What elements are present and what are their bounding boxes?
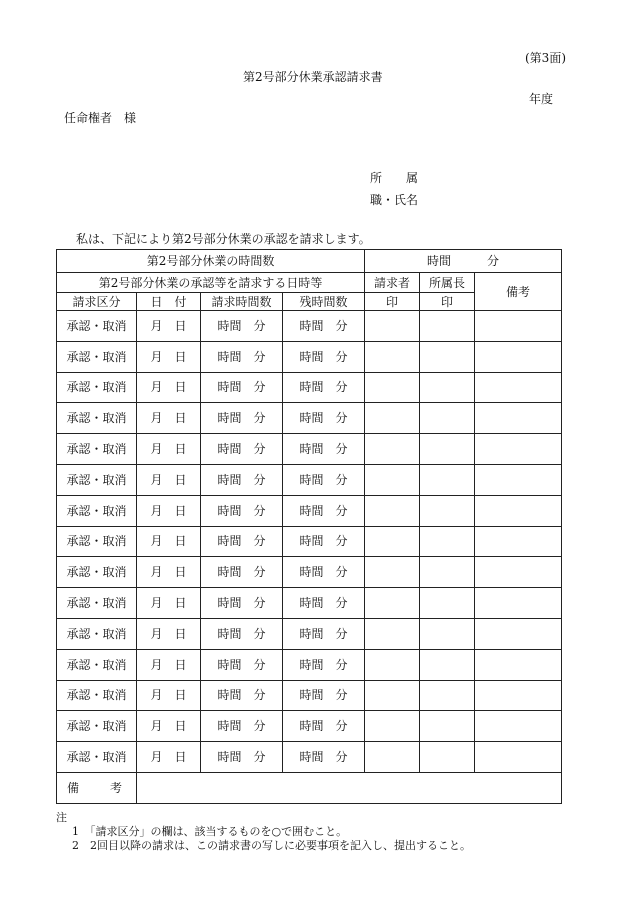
date-cell[interactable]: 月 日 xyxy=(137,711,201,742)
remarks-cell[interactable] xyxy=(475,649,562,680)
affiliation-label: 所 属 xyxy=(370,171,419,185)
director-seal-cell[interactable] xyxy=(420,495,475,526)
director-seal-cell[interactable] xyxy=(420,372,475,403)
remarks-cell[interactable] xyxy=(475,434,562,465)
table-row xyxy=(57,372,562,403)
remaining-hours-cell[interactable]: 時間 分 xyxy=(283,311,365,342)
remarks-cell[interactable] xyxy=(475,372,562,403)
addressee: 任命権者 様 xyxy=(64,111,137,125)
date-cell[interactable]: 月 日 xyxy=(137,495,201,526)
requested-hours-cell[interactable]: 時間 分 xyxy=(201,434,283,465)
requester-seal-cell[interactable] xyxy=(365,495,420,526)
requester-seal-cell[interactable] xyxy=(365,557,420,588)
document-title: 第2号部分休業承認請求書 xyxy=(243,70,383,84)
note-item: 2 2回目以降の請求は、この請求書の写しに必要事項を記入し、提出すること。 xyxy=(72,839,471,852)
requested-hours-cell[interactable]: 時間 分 xyxy=(201,341,283,372)
remarks-cell[interactable] xyxy=(475,742,562,773)
requested-hours-cell[interactable]: 時間 分 xyxy=(201,588,283,619)
date-cell[interactable]: 月 日 xyxy=(137,403,201,434)
remarks-cell[interactable] xyxy=(475,495,562,526)
request-category-cell[interactable]: 承認・取消 xyxy=(57,680,137,711)
page-number: (第3面) xyxy=(525,51,566,65)
note-item: 1 「請求区分」の欄は、該当するものを○で囲むこと。 xyxy=(72,825,348,838)
date-cell[interactable]: 月 日 xyxy=(137,311,201,342)
table-row xyxy=(57,742,562,773)
request-category-cell[interactable]: 承認・取消 xyxy=(57,495,137,526)
requested-hours-cell[interactable]: 時間 分 xyxy=(201,495,283,526)
requester-seal-cell[interactable] xyxy=(365,618,420,649)
requester-seal-cell[interactable] xyxy=(365,403,420,434)
remarks-cell[interactable] xyxy=(475,341,562,372)
date-cell[interactable]: 月 日 xyxy=(137,588,201,619)
request-category-cell[interactable]: 承認・取消 xyxy=(57,557,137,588)
request-category-cell[interactable]: 承認・取消 xyxy=(57,742,137,773)
remaining-hours-cell[interactable]: 時間 分 xyxy=(283,557,365,588)
request-category-cell[interactable]: 承認・取消 xyxy=(57,618,137,649)
requested-hours-cell[interactable]: 時間 分 xyxy=(201,711,283,742)
remaining-hours-cell[interactable]: 時間 分 xyxy=(283,526,365,557)
remaining-hours-cell[interactable]: 時間 分 xyxy=(283,588,365,619)
position-name-label: 職・氏名 xyxy=(370,193,419,207)
table-row xyxy=(57,649,562,680)
director-seal-cell[interactable] xyxy=(420,742,475,773)
table-row xyxy=(57,311,562,342)
remaining-hours-cell[interactable]: 時間 分 xyxy=(283,434,365,465)
requested-hours-cell[interactable]: 時間 分 xyxy=(201,680,283,711)
remarks-cell[interactable] xyxy=(475,526,562,557)
date-cell[interactable]: 月 日 xyxy=(137,557,201,588)
director-seal-cell[interactable] xyxy=(420,341,475,372)
remaining-hours-cell[interactable]: 時間 分 xyxy=(283,372,365,403)
remarks-cell[interactable] xyxy=(475,311,562,342)
requested-hours-cell[interactable]: 時間 分 xyxy=(201,311,283,342)
remaining-hours-cell[interactable]: 時間 分 xyxy=(283,464,365,495)
remarks-header: 備考 xyxy=(475,273,562,311)
remaining-hours-cell[interactable]: 時間 分 xyxy=(283,649,365,680)
table-row xyxy=(57,341,562,372)
date-cell[interactable]: 月 日 xyxy=(137,526,201,557)
col-requested-hours: 請求時間数 xyxy=(201,293,283,311)
table-row xyxy=(57,557,562,588)
table-row xyxy=(57,464,562,495)
table-row xyxy=(57,711,562,742)
footer-remarks-row xyxy=(57,772,562,803)
remarks-cell[interactable] xyxy=(475,618,562,649)
requester-seal-cell[interactable] xyxy=(365,526,420,557)
director-seal-cell[interactable] xyxy=(420,588,475,619)
date-cell[interactable]: 月 日 xyxy=(137,341,201,372)
table-row xyxy=(57,495,562,526)
date-cell[interactable]: 月 日 xyxy=(137,618,201,649)
hours-label: 第2号部分休業の時間数 xyxy=(57,250,365,273)
hours-row xyxy=(57,250,562,273)
director-seal-cell[interactable] xyxy=(420,403,475,434)
requester-seal-cell[interactable] xyxy=(365,680,420,711)
request-category-cell[interactable]: 承認・取消 xyxy=(57,341,137,372)
date-cell[interactable]: 月 日 xyxy=(137,464,201,495)
director-seal-cell[interactable] xyxy=(420,434,475,465)
director-seal-cell[interactable] xyxy=(420,557,475,588)
director-seal-mark: 印 xyxy=(420,293,475,311)
date-cell[interactable]: 月 日 xyxy=(137,742,201,773)
requester-seal-cell[interactable] xyxy=(365,649,420,680)
fiscal-year-label: 年度 xyxy=(529,92,554,106)
director-seal-cell[interactable] xyxy=(420,680,475,711)
remarks-cell[interactable] xyxy=(475,680,562,711)
date-cell[interactable]: 月 日 xyxy=(137,649,201,680)
date-cell[interactable]: 月 日 xyxy=(137,372,201,403)
table-row xyxy=(57,680,562,711)
request-category-cell[interactable]: 承認・取消 xyxy=(57,464,137,495)
table-row xyxy=(57,403,562,434)
requester-seal-cell[interactable] xyxy=(365,311,420,342)
requester-seal-header: 請求者 xyxy=(365,273,420,293)
director-seal-cell[interactable] xyxy=(420,649,475,680)
request-category-cell[interactable]: 承認・取消 xyxy=(57,434,137,465)
remaining-hours-cell[interactable]: 時間 分 xyxy=(283,341,365,372)
declaration-text: 私は、下記により第2号部分休業の承認を請求します。 xyxy=(76,232,371,246)
table-row xyxy=(57,434,562,465)
requester-seal-cell[interactable] xyxy=(365,464,420,495)
requester-seal-cell[interactable] xyxy=(365,711,420,742)
remarks-cell[interactable] xyxy=(475,588,562,619)
date-cell[interactable]: 月 日 xyxy=(137,434,201,465)
request-category-cell[interactable]: 承認・取消 xyxy=(57,588,137,619)
table-row xyxy=(57,526,562,557)
remaining-hours-cell[interactable]: 時間 分 xyxy=(283,680,365,711)
requester-seal-mark: 印 xyxy=(365,293,420,311)
notes-heading: 注 xyxy=(56,811,67,824)
request-category-cell[interactable]: 承認・取消 xyxy=(57,311,137,342)
footer-remarks-label xyxy=(57,772,137,803)
request-category-cell[interactable]: 承認・取消 xyxy=(57,711,137,742)
request-datetime-header: 第2号部分休業の承認等を請求する日時等 xyxy=(57,273,365,293)
remaining-hours-cell[interactable]: 時間 分 xyxy=(283,742,365,773)
request-table xyxy=(56,249,562,804)
remarks-cell[interactable] xyxy=(475,403,562,434)
director-seal-cell[interactable] xyxy=(420,618,475,649)
col-date: 日 付 xyxy=(137,293,201,311)
date-cell[interactable]: 月 日 xyxy=(137,680,201,711)
requester-seal-cell[interactable] xyxy=(365,588,420,619)
requested-hours-cell[interactable]: 時間 分 xyxy=(201,618,283,649)
requested-hours-cell[interactable]: 時間 分 xyxy=(201,464,283,495)
requester-seal-cell[interactable] xyxy=(365,372,420,403)
director-seal-header: 所属長 xyxy=(420,273,475,293)
table-row xyxy=(57,588,562,619)
requested-hours-cell[interactable]: 時間 分 xyxy=(201,557,283,588)
requester-seal-cell[interactable] xyxy=(365,434,420,465)
remarks-cell[interactable] xyxy=(475,557,562,588)
requested-hours-cell[interactable]: 時間 分 xyxy=(201,526,283,557)
requested-hours-cell[interactable]: 時間 分 xyxy=(201,649,283,680)
requester-seal-cell[interactable] xyxy=(365,742,420,773)
requested-hours-cell[interactable]: 時間 分 xyxy=(201,403,283,434)
request-category-cell[interactable]: 承認・取消 xyxy=(57,526,137,557)
request-category-cell[interactable]: 承認・取消 xyxy=(57,403,137,434)
director-seal-cell[interactable] xyxy=(420,311,475,342)
remaining-hours-cell[interactable]: 時間 分 xyxy=(283,711,365,742)
footer-remarks-text: 備 考 xyxy=(67,780,122,795)
requested-hours-cell[interactable]: 時間 分 xyxy=(201,742,283,773)
director-seal-cell[interactable] xyxy=(420,711,475,742)
remaining-hours-cell[interactable]: 時間 分 xyxy=(283,618,365,649)
hours-value-field[interactable]: 時間 分 xyxy=(365,250,562,273)
col-remaining-hours: 残時間数 xyxy=(283,293,365,311)
remarks-cell[interactable] xyxy=(475,711,562,742)
director-seal-cell[interactable] xyxy=(420,526,475,557)
requester-seal-cell[interactable] xyxy=(365,341,420,372)
remaining-hours-cell[interactable]: 時間 分 xyxy=(283,495,365,526)
header-row-1 xyxy=(57,273,562,293)
requested-hours-cell[interactable]: 時間 分 xyxy=(201,372,283,403)
director-seal-cell[interactable] xyxy=(420,464,475,495)
col-request-category: 請求区分 xyxy=(57,293,137,311)
request-category-cell[interactable]: 承認・取消 xyxy=(57,372,137,403)
remaining-hours-cell[interactable]: 時間 分 xyxy=(283,403,365,434)
request-category-cell[interactable]: 承認・取消 xyxy=(57,649,137,680)
table-row xyxy=(57,618,562,649)
remarks-cell[interactable] xyxy=(475,464,562,495)
footer-remarks-field[interactable] xyxy=(137,772,562,803)
